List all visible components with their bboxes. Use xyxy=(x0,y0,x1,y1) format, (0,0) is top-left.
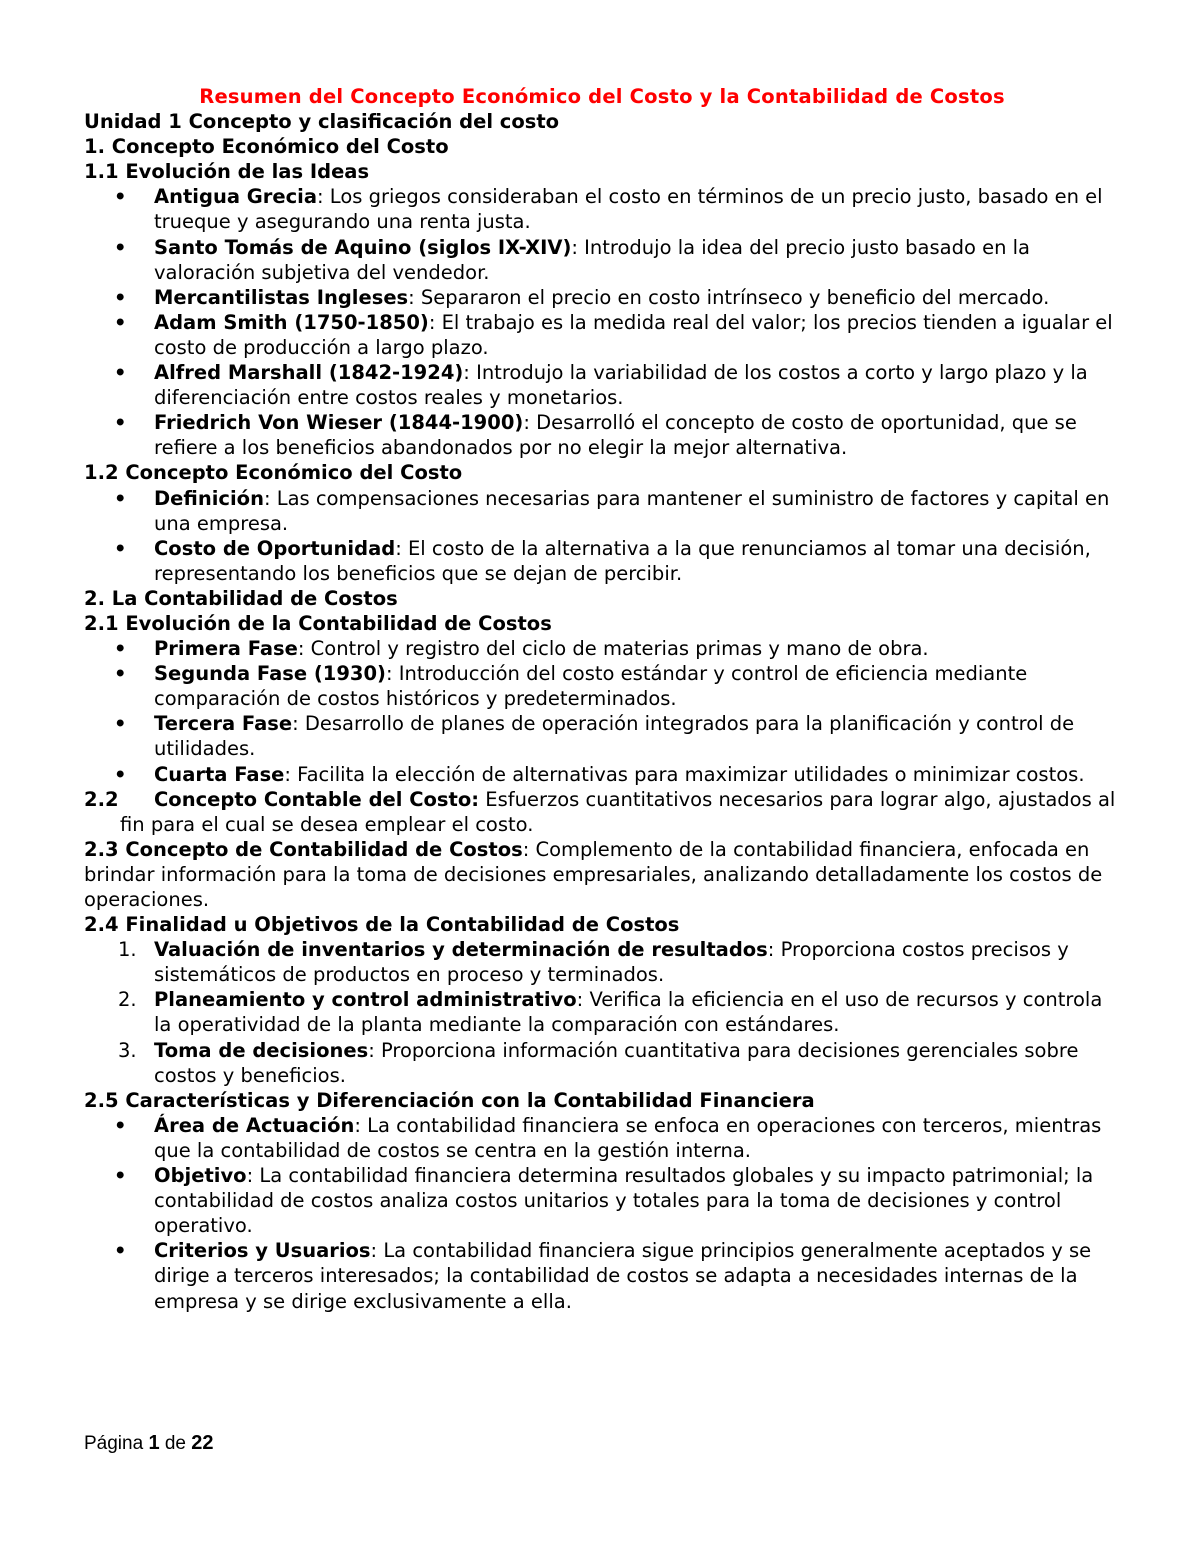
list-item: • Santo Tomás de Aquino (siglos IX-XIV): Introdujo la idea del precio justo basado en la valoración subjetiva del vendedor. xyxy=(84,235,1120,285)
list-item: • Segunda Fase (1930): Introducción del costo estándar y control de eficiencia mediante comparación de costos históricos y predeterminados. xyxy=(84,661,1120,711)
document-title: Resumen del Concepto Económico del Costo y la Contabilidad de Costos xyxy=(199,85,1005,108)
section-2-4-heading: 2.4 Finalidad u Objetivos de la Contabilidad de Costos xyxy=(84,913,680,937)
section-1-2-heading: 1.2 Concepto Económico del Costo xyxy=(84,461,463,485)
list-item: • Costo de Oportunidad: El costo de la alternativa a la que renunciamos al tomar una decisión, representando los beneficios que se dejan de percibir. xyxy=(84,536,1120,586)
list-item: • Adam Smith (1750-1850): El trabajo es la medida real del valor; los precios tienden a igualar el costo de producción a largo plazo. xyxy=(84,310,1120,360)
section-2-1-heading: 2.1 Evolución de la Contabilidad de Costos xyxy=(84,611,552,635)
list-item: • Tercera Fase: Desarrollo de planes de operación integrados para la planificación y control de utilidades. xyxy=(84,711,1120,761)
section-1-2-list xyxy=(84,486,1120,586)
section-2-5-heading: 2.5 Características y Diferenciación con la Contabilidad Financiera xyxy=(84,1088,815,1112)
section-2-1-list xyxy=(84,636,1120,787)
list-item: • Friedrich Von Wieser (1844-1900): Desarrolló el concepto de costo de oportunidad, que se refiere a los beneficios abandonados por no elegir la mejor alternativa. xyxy=(84,410,1120,460)
list-item: 3. Toma de decisiones: Proporciona información cuantitativa para decisiones gerenciales sobre costos y beneficios. xyxy=(118,1038,1079,1087)
list-item: • Antigua Grecia: Los griegos consideraban el costo en términos de un precio justo, basado en el trueque y asegurando una renta justa. xyxy=(84,184,1120,234)
section-2-3-text: : Complemento de la contabilidad financiera, enfocada en brindar información para la toma de decisiones empresariales, analizando detalladamente los costos de operaciones. xyxy=(84,837,1103,911)
page-footer xyxy=(84,1432,214,1455)
section-2-2-term: Concepto Contable del Costo: xyxy=(154,787,480,811)
list-item: • Cuarta Fase: Facilita la elección de alternativas para maximizar utilidades o minimizar costos. xyxy=(84,762,1120,787)
section-2-5-list xyxy=(84,1113,1120,1314)
list-item: • Definición: Las compensaciones necesarias para mantener el suministro de factores y capital en una empresa. xyxy=(84,486,1120,536)
section-2-2-text: Esfuerzos cuantitativos necesarios para lograr algo, ajustados al fin para el cual se desea emplear el costo. xyxy=(120,787,1116,836)
section-2-heading: 2. La Contabilidad de Costos xyxy=(84,586,398,610)
section-1-heading: 1. Concepto Económico del Costo xyxy=(84,135,449,159)
page-label: Página xyxy=(84,1433,144,1454)
unit-heading: Unidad 1 Concepto y clasificación del costo xyxy=(84,110,560,134)
document-page xyxy=(84,84,1120,1314)
list-item: • Objetivo: La contabilidad financiera determina resultados globales y su impacto patrimonial; la contabilidad de costos analiza costos unitarios y totales para la toma de decisiones y control operativo. xyxy=(84,1163,1120,1238)
list-item: • Alfred Marshall (1842-1924): Introdujo la variabilidad de los costos a corto y largo plazo y la diferenciación entre costos reales y monetarios. xyxy=(84,360,1120,410)
list-item: • Criterios y Usuarios: La contabilidad financiera sigue principios generalmente aceptados y se dirige a terceros interesados; la contabilidad de costos se adapta a necesidades internas de la empresa y se dirige exclusivamente a ella. xyxy=(84,1238,1120,1313)
total-pages: 22 xyxy=(191,1432,214,1454)
section-1-1-list xyxy=(84,184,1120,460)
list-item: • Primera Fase: Control y registro del ciclo de materias primas y mano de obra. xyxy=(84,636,1120,661)
page-number: 1 xyxy=(148,1432,160,1454)
list-item: • Mercantilistas Ingleses: Separaron el precio en costo intrínseco y beneficio del mercado. xyxy=(84,285,1120,310)
section-2-2-number: 2.2 xyxy=(84,787,119,811)
list-item: 1. Valuación de inventarios y determinación de resultados: Proporciona costos precisos y sistemáticos de productos en proceso y terminados. xyxy=(118,938,1069,987)
section-2-3-term: 2.3 Concepto de Contabilidad de Costos xyxy=(84,837,523,861)
of-label: de xyxy=(164,1433,186,1454)
section-2-4-list xyxy=(84,937,1120,1088)
list-item: 2. Planeamiento y control administrativo: Verifica la eficiencia en el uso de recursos y controla la operatividad de la planta mediante la comparación con estándares. xyxy=(118,988,1103,1037)
section-1-1-heading: 1.1 Evolución de las Ideas xyxy=(84,160,370,184)
section-2-3 xyxy=(84,837,1120,912)
section-2-2 xyxy=(84,787,1120,837)
list-item: • Área de Actuación: La contabilidad financiera se enfoca en operaciones con terceros, mientras que la contabilidad de costos se centra en la gestión interna. xyxy=(84,1113,1120,1163)
